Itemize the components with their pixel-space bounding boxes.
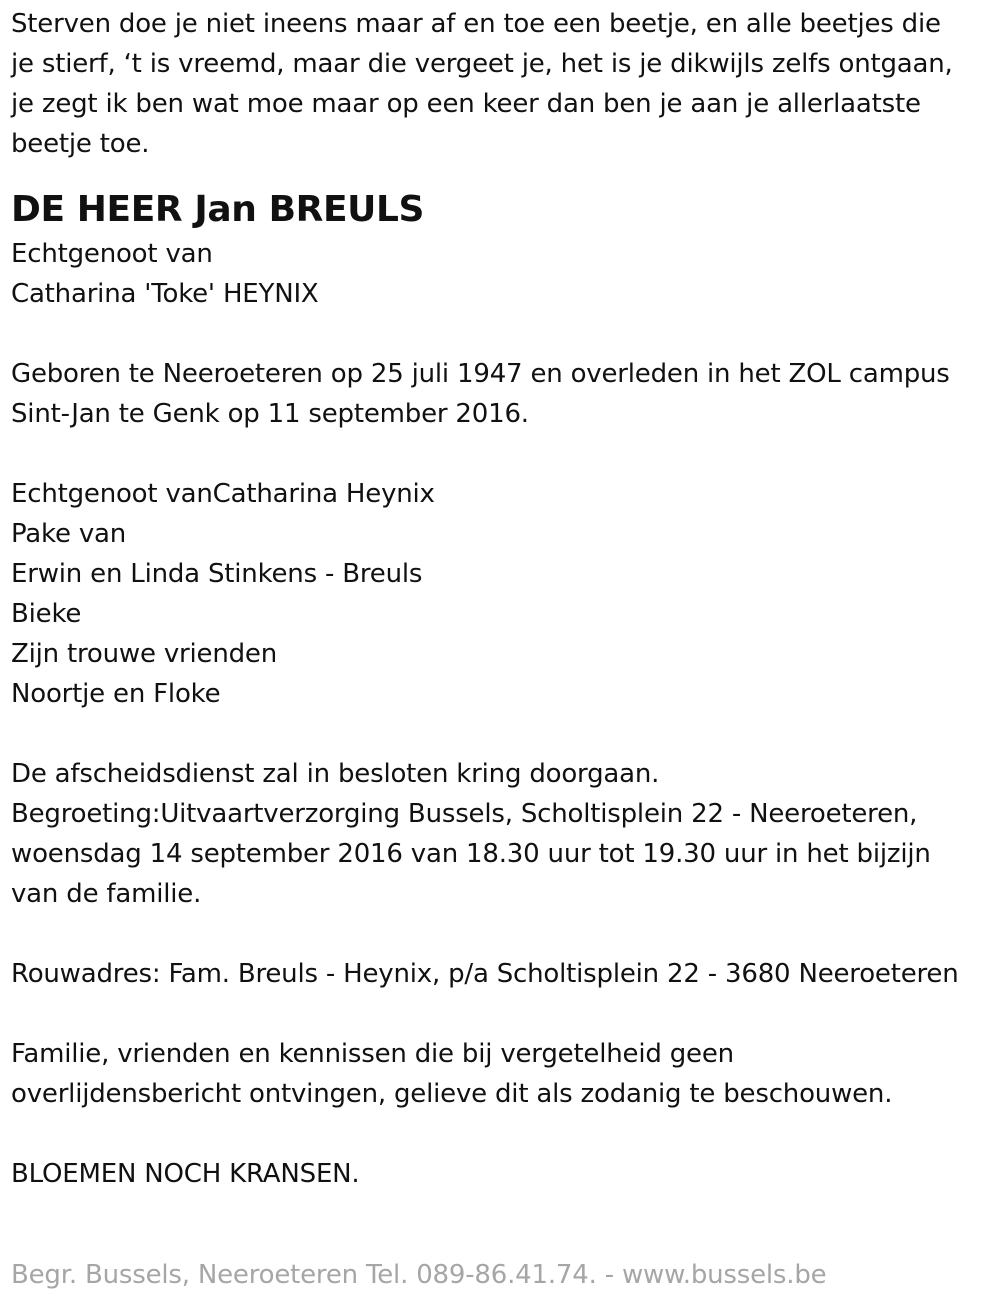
relative-line: Bieke (11, 599, 82, 629)
spacer (11, 1114, 996, 1154)
relative-line: Pake van (11, 519, 127, 549)
spacer (11, 714, 996, 754)
flowers-notice: BLOEMEN NOCH KRANSEN. (11, 1159, 360, 1189)
spouse-intro-line: Echtgenoot van (11, 239, 213, 269)
service-line: Begroeting:Uitvaartverzorging Bussels, Scholtisplein 22 - Neeroeteren, (11, 799, 918, 829)
relative-line: Echtgenoot vanCatharina Heynix (11, 479, 435, 509)
birth-death-line: Sint-Jan te Genk op 11 september 2016. (11, 399, 529, 429)
poem-line: je zegt ik ben wat moe maar op een keer dan ben je aan je allerlaatste (11, 89, 921, 119)
notice-line: Familie, vrienden en kennissen die bij vergetelheid geen (11, 1039, 734, 1069)
notice (11, 1034, 996, 1114)
service-line: woensdag 14 september 2016 van 18.30 uur tot 19.30 uur in het bijzijn (11, 839, 931, 869)
poem (11, 4, 996, 164)
mourning-address: Rouwadres: Fam. Breuls - Heynix, p/a Scholtisplein 22 - 3680 Neeroeteren (11, 959, 959, 989)
relative-line: Zijn trouwe vrienden (11, 639, 277, 669)
poem-line: Sterven doe je niet ineens maar af en toe een beetje, en alle beetjes die (11, 9, 941, 39)
funeral-home-footer: Begr. Bussels, Neeroeteren Tel. 089-86.41.74. - www.bussels.be (11, 1260, 827, 1290)
service-line: van de familie. (11, 879, 202, 909)
spouse-intro (11, 234, 996, 314)
birth-death (11, 354, 996, 434)
birth-death-line: Geboren te Neeroeteren op 25 juli 1947 en overleden in het ZOL campus (11, 359, 950, 389)
spouse-intro-line: Catharina 'Toke' HEYNIX (11, 279, 319, 309)
deceased-name: DE HEER Jan BREULS (11, 189, 425, 230)
spacer (11, 914, 996, 954)
poem-line: beetje toe. (11, 129, 150, 159)
service-line: De afscheidsdienst zal in besloten kring doorgaan. (11, 759, 660, 789)
obituary-document (11, 4, 996, 1194)
notice-line: overlijdensbericht ontvingen, gelieve dit als zodanig te beschouwen. (11, 1079, 893, 1109)
poem-line: je stierf, ‘t is vreemd, maar die vergeet je, het is je dikwijls zelfs ontgaan, (11, 49, 953, 79)
spacer (11, 314, 996, 354)
spacer (11, 434, 996, 474)
spacer (11, 994, 996, 1034)
relatives-list (11, 474, 996, 714)
relative-line: Erwin en Linda Stinkens - Breuls (11, 559, 423, 589)
relative-line: Noortje en Floke (11, 679, 221, 709)
service-info (11, 754, 996, 914)
